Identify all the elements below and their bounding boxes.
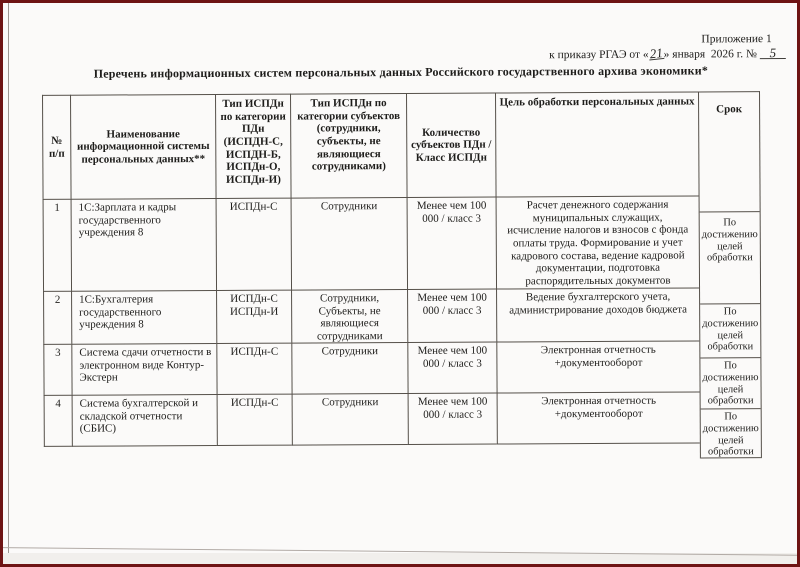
cell-r2-count: Менее чем 100 000 / класс 3 (407, 289, 496, 342)
cell-r1-purpose: Расчет денежного содержания муниципальных служащих, исчисление налогов и взносов с фонда оплаты труда. Формирование и учет кадрового состава, ведение кадровой документации, подготовка распорядительных документов (496, 195, 699, 288)
cell-r2-subjects: Сотрудники, Субъекты, не являющиеся сотрудниками (291, 289, 407, 343)
document-content (2, 1, 800, 565)
cell-r2-purpose: Ведение бухгалтерского учета, администрирование доходов бюджета (496, 287, 699, 341)
cell-r4-count: Менее чем 100 000 / класс 3 (408, 393, 497, 445)
cell-r2-term: По достижению целей обработки (700, 304, 760, 358)
cell-r3-subjects: Сотрудники (291, 342, 407, 394)
cell-r4-term: По достижению целей обработки (701, 409, 761, 458)
order-middle: » января (663, 48, 706, 61)
cell-r2-number: 2 (43, 291, 71, 344)
cell-r4-number: 4 (44, 395, 72, 447)
cell-r3-count: Менее чем 100 000 / класс 3 (407, 342, 496, 393)
cell-r1-subjects: Сотрудники (291, 197, 407, 290)
cell-r3-number: 3 (43, 344, 71, 395)
cell-r1-count: Менее чем 100 000 / класс 3 (407, 197, 496, 289)
order-prefix: к приказу РГАЭ от « (549, 48, 649, 62)
col-header-pdn-type: Тип ИСПДн по категории ПДн (ИСПДН-С, ИСПДН-Б, ИСПДн-О, ИСПДн-И) (215, 94, 291, 198)
cell-r2-name: 1С:Бухгалтерия государственного учреждения 8 (71, 290, 216, 344)
cell-r4-subjects: Сотрудники (292, 393, 408, 446)
appendix-label: Приложение 1 (701, 33, 772, 46)
col-header-count: Количество субъектов ПДн / Класс ИСПДн (406, 93, 496, 197)
cell-r3-term: По достижению целей обработки (700, 358, 760, 409)
cell-r1-term: По достижению целей обработки (700, 212, 760, 304)
order-reference-line (549, 47, 786, 61)
cell-r4-pdn-type: ИСПДн-С (217, 394, 292, 446)
handwritten-day: 21 (648, 45, 664, 62)
cell-r3-purpose: Электронная отчетность +документооборот (496, 340, 699, 392)
col-header-purpose: Цель обработки персональных данных (495, 91, 699, 196)
cell-r1-pdn-type: ИСПДн-С (216, 198, 291, 290)
cell-r3-pdn-type: ИСПДн-С (216, 343, 291, 394)
cell-r1-name: 1С:Зарплата и кадры государственного учреждения 8 (71, 198, 216, 291)
column-term (698, 91, 762, 458)
cell-r4-name: Система бухгалтерской и складской отчетности (СБИС) (72, 394, 217, 447)
cell-r1-number: 1 (43, 199, 71, 291)
cell-r4-purpose: Электронная отчетность +документооборот (497, 391, 700, 444)
systems-table (42, 91, 762, 458)
document-title: Перечень информационных систем персональных данных Российского государственного архива экономики* (93, 63, 709, 81)
col-header-name: Наименование информационной системы персональных данных** (70, 94, 216, 199)
col-header-term: Срок (699, 92, 760, 212)
col-header-number: № п/п (42, 95, 71, 199)
cell-r3-name: Система сдачи отчетности в электронном виде Контур-Экстерн (71, 343, 216, 395)
handwritten-order-number: 5 (760, 47, 786, 59)
col-header-subjects: Тип ИСПДн по категории субъектов (сотрудники, субъекты, не являющиеся сотрудниками) (290, 93, 407, 198)
column-term-cells (698, 91, 762, 458)
cell-r2-pdn-type: ИСПДн-С ИСПДн-И (216, 290, 291, 343)
order-year: 2026 г. № (710, 48, 757, 61)
